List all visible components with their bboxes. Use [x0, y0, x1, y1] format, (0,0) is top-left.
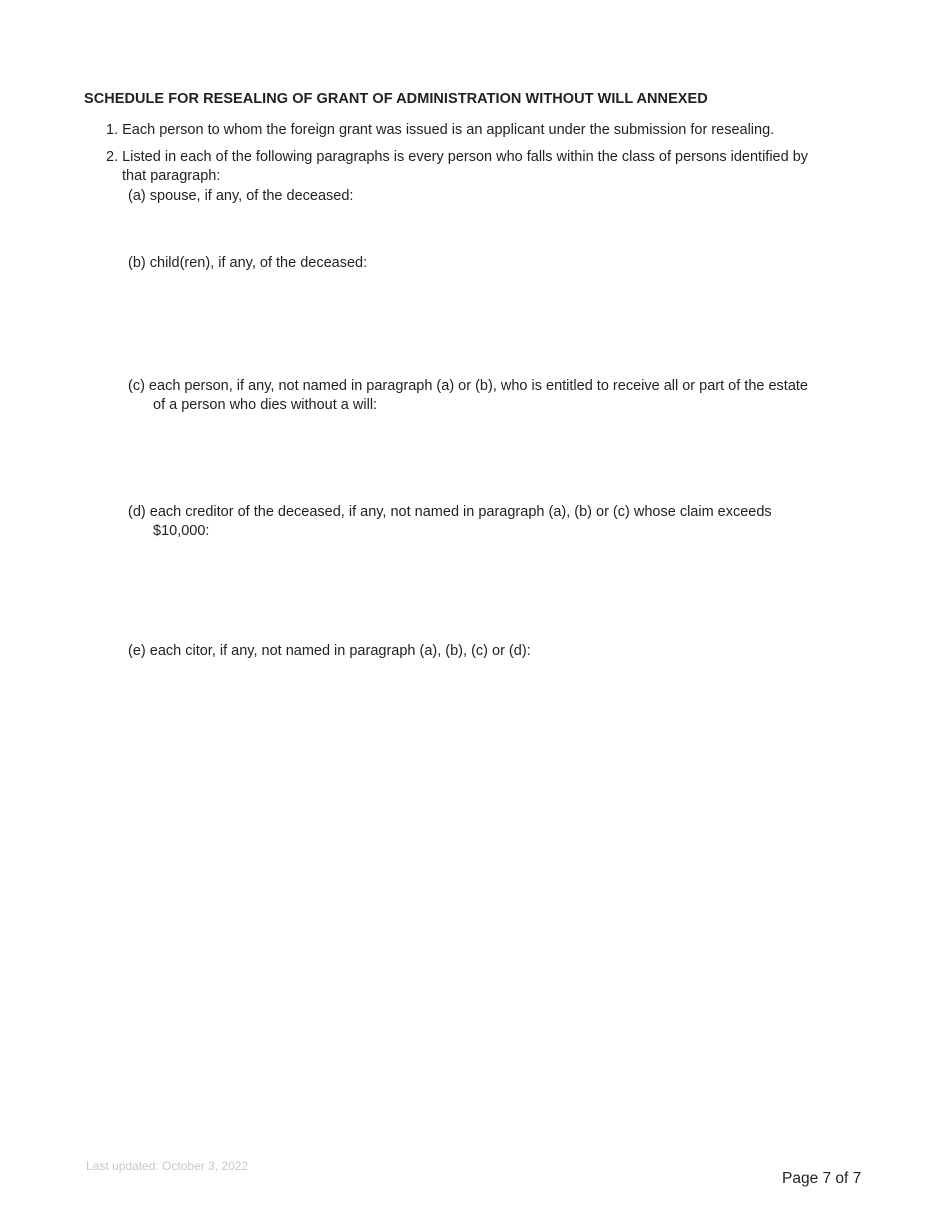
last-updated: Last updated: October 3, 2022	[86, 1159, 249, 1173]
paragraph-e: (e) each citor, if any, not named in paragraph (a), (b), (c) or (d):	[128, 643, 531, 659]
paragraph-d-line-2: $10,000:	[153, 523, 210, 539]
paragraph-b: (b) child(ren), if any, of the deceased:	[128, 255, 368, 271]
item-2-line-2: that paragraph:	[122, 168, 221, 184]
page-number: Page 7 of 7	[782, 1170, 862, 1187]
page-title: SCHEDULE FOR RESEALING OF GRANT OF ADMINISTRATION WITHOUT WILL ANNEXED	[84, 91, 708, 107]
paragraph-d-line-1: (d) each creditor of the deceased, if any, not named in paragraph (a), (b) or (c) whose claim exceeds	[128, 504, 772, 520]
paragraph-a: (a) spouse, if any, of the deceased:	[128, 188, 354, 204]
paragraph-c-line-2: of a person who dies without a will:	[153, 397, 378, 413]
paragraph-c-line-1: (c) each person, if any, not named in paragraph (a) or (b), who is entitled to receive all or part of the estate	[128, 378, 808, 394]
item-2-line-1: 2. Listed in each of the following paragraphs is every person who falls within the class of persons identified by	[106, 149, 809, 165]
item-1: 1. Each person to whom the foreign grant was issued is an applicant under the submission for resealing.	[106, 122, 775, 138]
